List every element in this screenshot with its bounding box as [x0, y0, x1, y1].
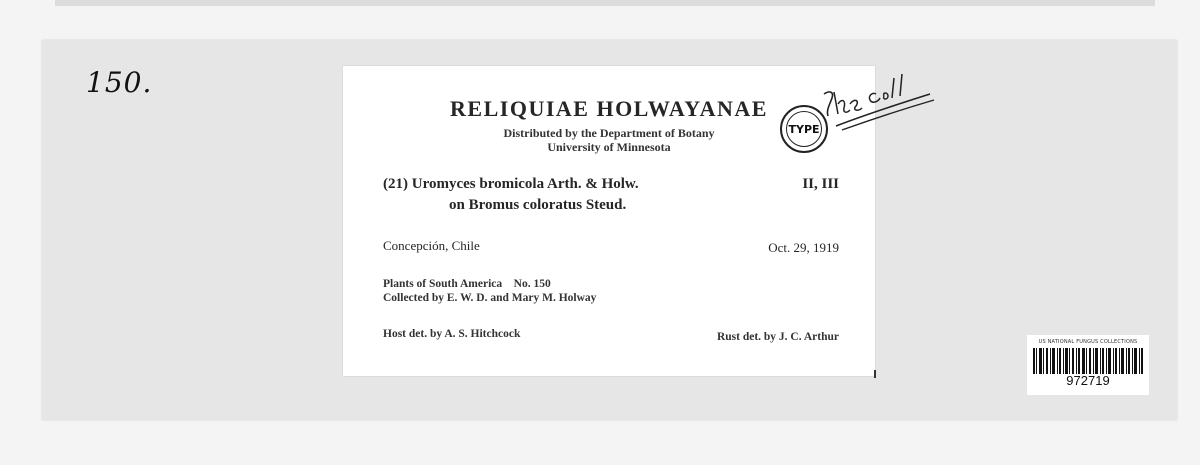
type-stamp — [780, 105, 828, 153]
sheet-number: 150. — [86, 66, 153, 99]
barcode-header: US NATIONAL FUNGUS COLLECTIONS — [1038, 339, 1138, 345]
host-plant: on Bromus coloratus Steud. — [449, 197, 627, 213]
barcode-icon — [1033, 348, 1143, 374]
host-determiner: Host det. by A. S. Hitchcock — [383, 328, 521, 340]
barcode-number: 972719 — [1066, 373, 1110, 388]
type-stamp-text: TYPE — [788, 122, 820, 136]
tick-mark — [874, 370, 876, 378]
species-name: (21) Uromyces bromicola Arth. & Holw. — [383, 176, 639, 192]
distributor-line-1: Distributed by the Department of Botany — [503, 126, 715, 140]
label-title: RELIQUIAE HOLWAYANAE — [450, 96, 768, 121]
type-stamp-inner — [786, 111, 822, 147]
locality: Concepción, Chile — [383, 238, 480, 253]
distributor-line-2: University of Minnesota — [547, 140, 671, 154]
barcode-label — [1027, 335, 1149, 395]
series-number: Plants of South America No. 150 — [383, 278, 551, 290]
top-strip — [55, 0, 1155, 6]
handwritten-annotation — [822, 64, 942, 134]
rust-determiner: Rust det. by J. C. Arthur — [716, 331, 839, 343]
spore-stages: II, III — [802, 176, 839, 192]
collection-date: Oct. 29, 1919 — [768, 240, 839, 255]
collectors: Collected by E. W. D. and Mary M. Holway — [383, 292, 597, 304]
